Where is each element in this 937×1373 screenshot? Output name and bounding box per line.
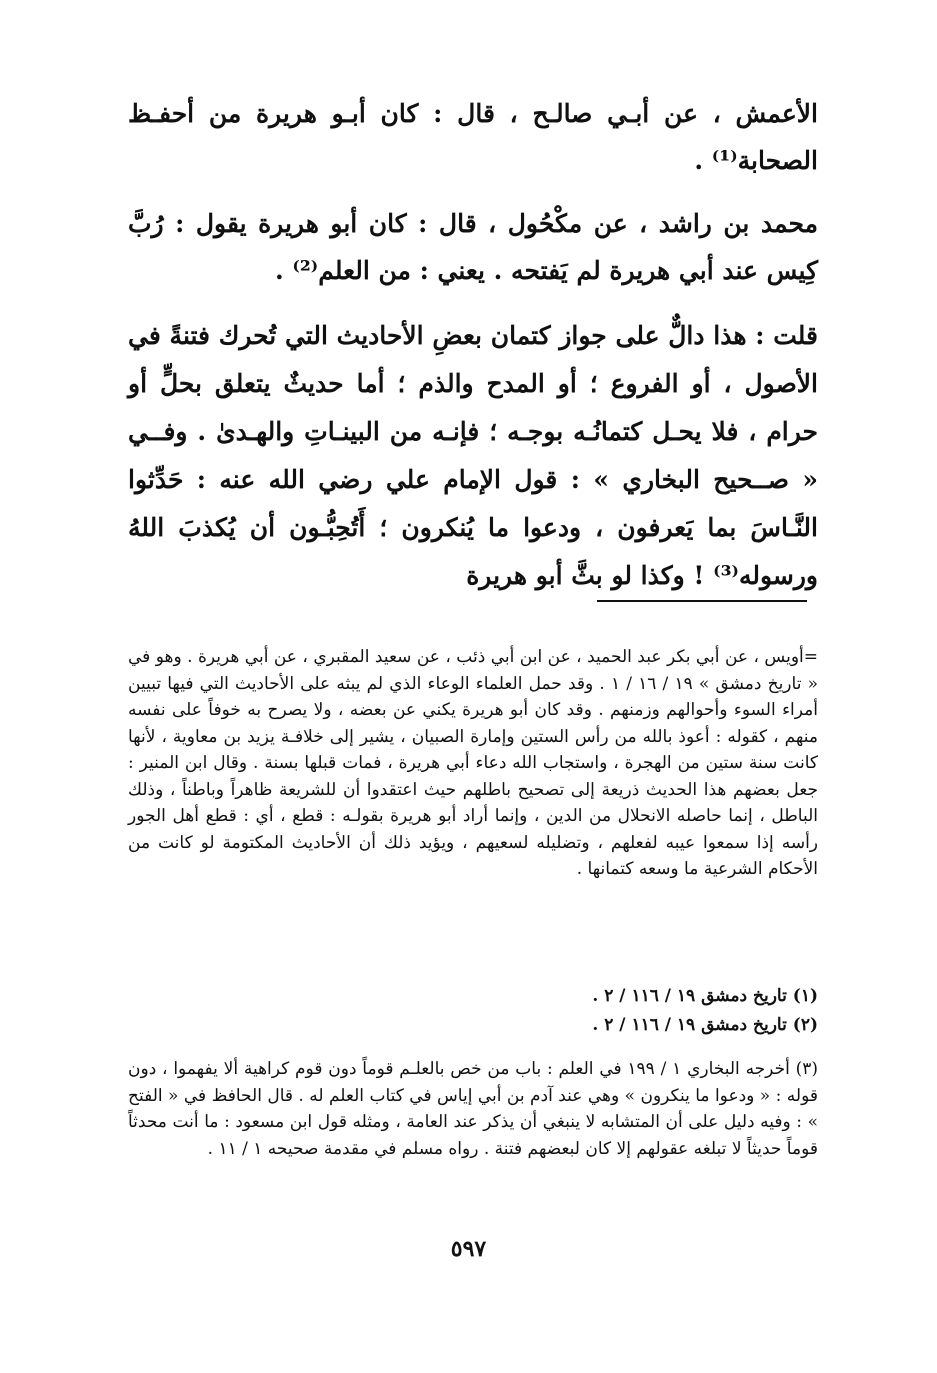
footnotes-long xyxy=(128,1056,818,1162)
paragraph-1: الأعمش ، عن أبـي صالـح ، قال : كان أبـو هريرة من أحفـظ الصحابة⁽¹⁾ . xyxy=(128,99,818,175)
page-number: ٥٩٧ xyxy=(450,1236,487,1262)
footnote-1: (١) تاريخ دمشق ١٩ / ١١٦ / ٢ . xyxy=(592,986,818,1006)
paragraph-2: محمد بن راشد ، عن مكْحُول ، قال : كان أبو هريرة يقول : رُبَّ كِيس عند أبي هريرة لم يَفتحه . يعني : من العلم⁽²⁾ . xyxy=(128,209,818,285)
footnote-separator xyxy=(597,600,807,602)
footnote-continuation xyxy=(128,644,818,883)
footnote-continuation-text: =أويس ، عن أبي بكر عبد الحميد ، عن ابن أبي ذئب ، عن سعيد المقبري ، عن أبي هريرة . وهو في « تاريخ دمشق » ١٩ / ١٦ / ١ . وقد حمل العلماء الوعاء الذي لم يبثه على الأحاديث التي فيها تبيين أمراء السوء وأحوالهم وزمنهم . وقد كان أبو هريرة يكني عن بعضه ، ولا يصرح به خوفاً على نفسه منهم ، كقوله : أعوذ بالله من رأس الستين وإمارة الصبيان ، يشير إلى خلافـة يزيد بن معاوية ، لأنها كانت سنة ستين من الهجرة ، واستجاب الله دعاء أبي هريرة ، فمات قبلها بسنة . وقال ابن المنير : جعل بعضهم هذا الحديث ذريعة إلى تصحيح باطلهم حيث اعتقدوا أن للشريعة ظاهراً وباطناً ، وذلك الباطل ، إنما حاصله الانحلال من الدين ، وإنما أراد أبو هريرة بقولـه : قطع ، أي : قطع أهل الجور رأسه إذا سمعوا عيبه لفعلهم ، وتضليله لسعيهم ، ويؤيد ذلك أن الأحاديث المكتومة لو كانت من الأحكام الشرعية ما وسعه كتمانها . xyxy=(128,647,818,879)
footnote-3: (٣) أخرجه البخاري ١ / ١٩٩ في العلم : باب من خص بالعلـم قوماً دون قوم كراهية ألا يفهموا ، دون قوله : « ودعوا ما ينكرون » وهي عند آدم بن أبي إياس في كتاب العلم له . قال الحافظ في « الفتح » : وفيه دليل على أن المتشابه لا ينبغي أن يذكر عند العامة ، ومثله قول ابن مسعود : ما أنت محدثاً قوماً حديثاً لا تبلغه عقولهم إلا كان لبعضهم فتنة . رواه مسلم في مقدمة صحيحه ١ / ١١ . xyxy=(128,1059,819,1159)
main-text xyxy=(128,90,818,600)
footnotes-short xyxy=(128,982,818,1040)
footnote-2: (٢) تاريخ دمشق ١٩ / ١١٦ / ٢ . xyxy=(592,1015,818,1035)
paragraph-3: قلت : هذا دالٌّ على جواز كتمان بعضِ الأحاديث التي تُحرك فتنةً في الأصول ، أو الفروع ؛ أو المدح والذم ؛ أما حديثٌ يتعلق بحلٍّ أو حرام ، فلا يحـل كتمانُـه بوجـه ؛ فإنـه من البينـاتِ والهـدىٰ . وفــي « صــحيح البخاري » : قول الإمام علي رضي الله عنه : حَدِّثوا النَّـاسَ بما يَعرفون ، ودعوا ما يُنكرون ؛ أَتُحِبُّـون أن يُكذبَ اللهُ ورسوله⁽³⁾ ! وكذا لو بثَّ أبو هريرة xyxy=(128,321,818,590)
